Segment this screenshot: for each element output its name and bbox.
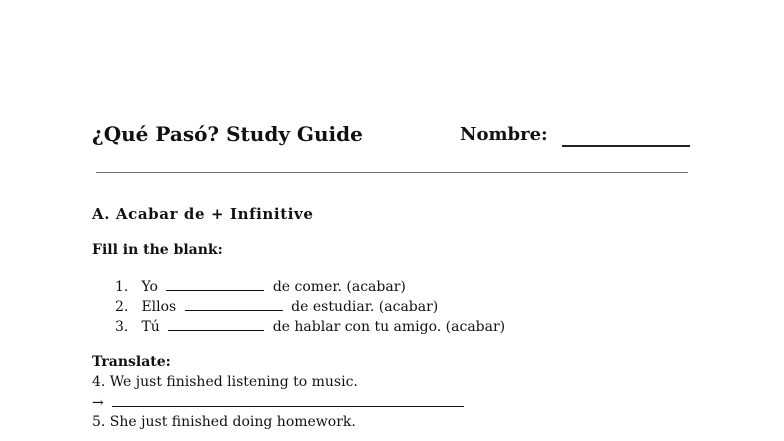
item-rest: de comer. (acabar) [272, 279, 406, 295]
answer-blank [185, 298, 283, 311]
exercise-item-2 [115, 297, 438, 317]
translate-item-4: 4. We just finished listening to music. [92, 374, 358, 390]
exercise-item-1 [115, 277, 406, 297]
item-rest: de estudiar. (acabar) [291, 299, 439, 315]
translate-answer-line [92, 394, 464, 411]
item-number: 3. [115, 319, 129, 335]
header-divider [96, 172, 688, 173]
item-number: 2. [115, 299, 129, 315]
answer-blank [112, 394, 464, 407]
translate-heading: Translate: [92, 354, 171, 370]
item-subject: Ellos [141, 299, 177, 315]
item-subject: Tú [141, 319, 160, 335]
section-a-heading: A. Acabar de + Infinitive [92, 205, 314, 223]
translate-item-5: 5. She just finished doing homework. [92, 414, 356, 430]
item-number: 1. [115, 279, 129, 295]
item-subject: Yo [141, 279, 158, 295]
fill-in-blank-heading: Fill in the blank: [92, 242, 223, 258]
answer-blank [168, 318, 264, 331]
name-label: Nombre: [460, 124, 548, 145]
name-blank-line [562, 145, 690, 147]
answer-blank [166, 278, 264, 291]
arrow-icon: → [92, 395, 104, 411]
page-title: ¿Qué Pasó? Study Guide [92, 122, 363, 146]
exercise-item-3 [115, 317, 505, 337]
item-rest: de hablar con tu amigo. (acabar) [272, 319, 506, 335]
